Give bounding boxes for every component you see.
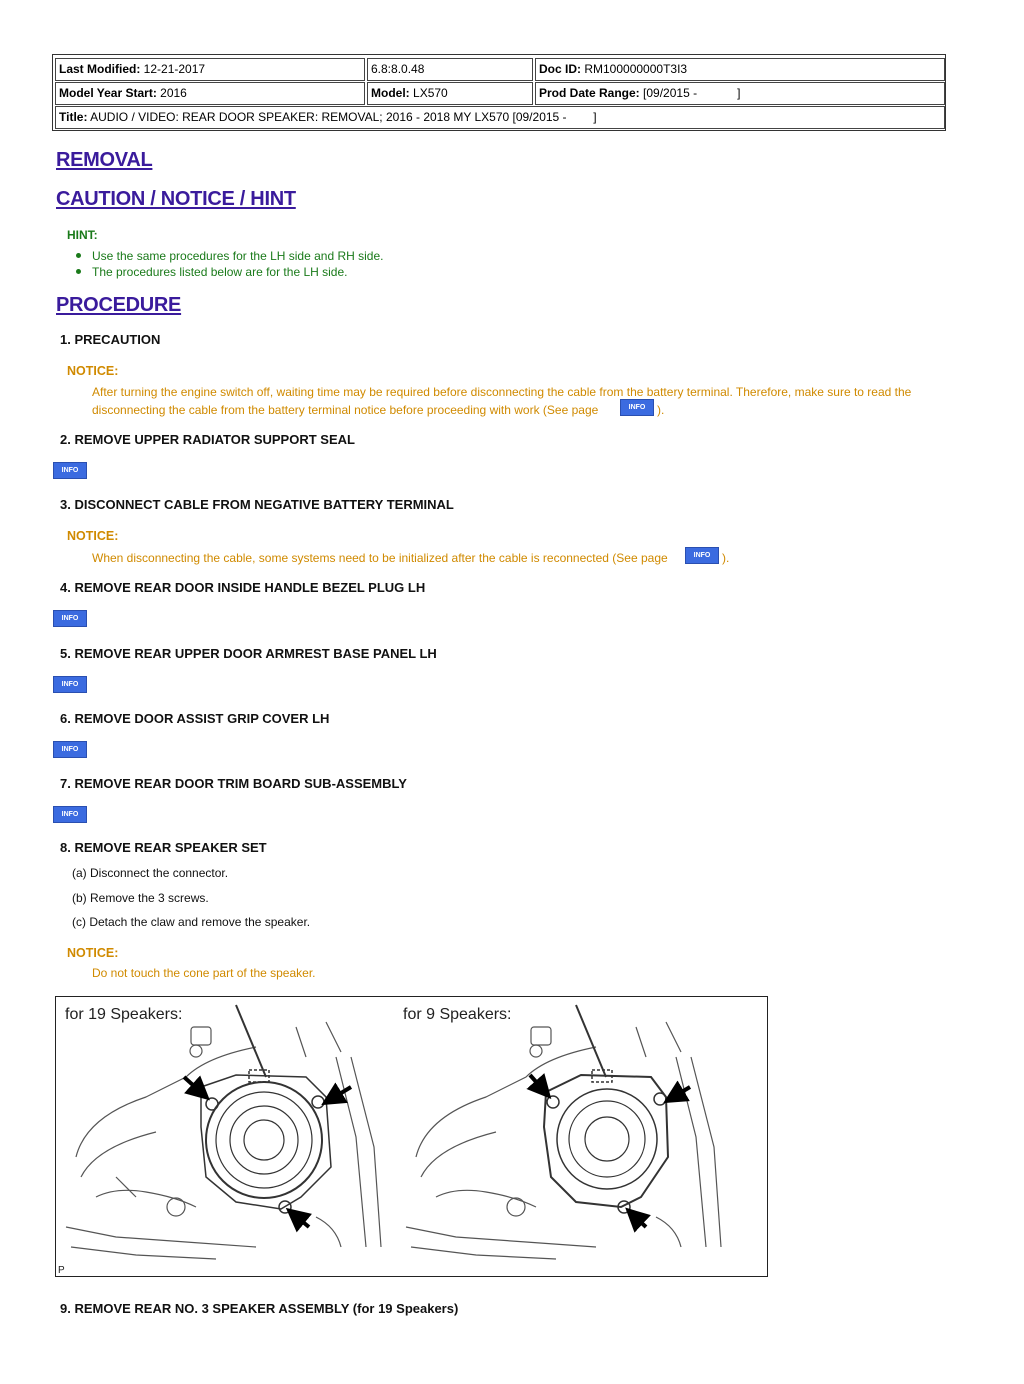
- substep-b: (b) Remove the 3 screws.: [72, 891, 209, 905]
- step-3-notice: When disconnecting the cable, some systems need to be initialized after the cable is reconnected (See page: [92, 551, 668, 565]
- bullet-icon: [76, 269, 81, 274]
- step-1-notice-line-2: disconnecting the cable from the battery terminal notice before proceeding with work (See page: [92, 403, 599, 417]
- prod-date-cell: Prod Date Range: [09/2015 - ]: [535, 82, 945, 105]
- info-link-button[interactable]: INFO: [685, 547, 719, 564]
- version-cell: 6.8:8.0.48: [367, 58, 533, 81]
- door-panel-left: [66, 1005, 381, 1259]
- figure-corner-label: P: [58, 1265, 65, 1276]
- speaker-left: [201, 1070, 331, 1213]
- door-panel-right: [406, 1005, 721, 1259]
- step-8-notice: Do not touch the cone part of the speaker.: [92, 966, 316, 980]
- step-7-title: 7. REMOVE REAR DOOR TRIM BOARD SUB-ASSEMBLY: [60, 776, 407, 791]
- speaker-illustration-figure: [55, 996, 768, 1277]
- info-link-button[interactable]: INFO: [53, 741, 87, 758]
- notice-label: NOTICE:: [67, 529, 119, 543]
- step-5-title: 5. REMOVE REAR UPPER DOOR ARMREST BASE PANEL LH: [60, 646, 437, 661]
- notice-end: ).: [722, 551, 730, 565]
- caption-19-speakers: for 19 Speakers:: [65, 1006, 183, 1023]
- model-cell: Model: LX570: [367, 82, 533, 105]
- caution-heading-link[interactable]: CAUTION / NOTICE / HINT: [56, 188, 296, 210]
- hint-item: The procedures listed below are for the LH side.: [92, 265, 348, 279]
- doc-id-cell: Doc ID: RM100000000T3I3: [535, 58, 945, 81]
- notice-label: NOTICE:: [67, 364, 119, 378]
- speaker-right: [544, 1070, 668, 1213]
- title-cell: Title: AUDIO / VIDEO: REAR DOOR SPEAKER: REMOVAL; 2016 - 2018 MY LX570 [09/2015 - ]: [55, 106, 945, 129]
- substep-c: (c) Detach the claw and remove the speaker.: [72, 915, 311, 929]
- model-year-cell: Model Year Start: 2016: [55, 82, 365, 105]
- info-link-button[interactable]: INFO: [620, 399, 654, 416]
- step-1-notice-line-1: After turning the engine switch off, waiting time may be required before disconnecting the cable from the battery terminal. Therefore, make sure to read the: [92, 385, 912, 399]
- info-link-button[interactable]: INFO: [53, 462, 87, 479]
- header-row-3: [55, 106, 943, 129]
- info-link-button[interactable]: INFO: [53, 610, 87, 627]
- info-link-button[interactable]: INFO: [53, 676, 87, 693]
- procedure-heading-link[interactable]: PROCEDURE: [56, 294, 182, 316]
- step-4-title: 4. REMOVE REAR DOOR INSIDE HANDLE BEZEL PLUG LH: [60, 580, 426, 595]
- caption-9-speakers: for 9 Speakers:: [403, 1006, 512, 1023]
- hint-item: Use the same procedures for the LH side and RH side.: [92, 249, 384, 263]
- step-3-title: 3. DISCONNECT CABLE FROM NEGATIVE BATTERY TERMINAL: [60, 497, 454, 512]
- removal-heading-link[interactable]: REMOVAL: [56, 149, 153, 171]
- step-8-title: 8. REMOVE REAR SPEAKER SET: [60, 840, 267, 855]
- step-9-title: 9. REMOVE REAR NO. 3 SPEAKER ASSEMBLY (for 19 Speakers): [60, 1301, 459, 1316]
- header-row-1: [55, 58, 943, 81]
- substep-a: (a) Disconnect the connector.: [72, 866, 229, 880]
- header-row-2: [55, 82, 943, 105]
- bullet-icon: [76, 253, 81, 258]
- step-2-title: 2. REMOVE UPPER RADIATOR SUPPORT SEAL: [60, 432, 355, 447]
- step-1-title: 1. PRECAUTION: [60, 332, 161, 347]
- hint-label: HINT:: [67, 228, 98, 242]
- step-6-title: 6. REMOVE DOOR ASSIST GRIP COVER LH: [60, 711, 330, 726]
- last-modified-cell: Last Modified: 12-21-2017: [55, 58, 365, 81]
- notice-end: ).: [657, 403, 665, 417]
- speaker-diagram-svg: [56, 997, 767, 1276]
- document-header-table: [52, 54, 946, 131]
- info-link-button[interactable]: INFO: [53, 806, 87, 823]
- notice-label: NOTICE:: [67, 946, 119, 960]
